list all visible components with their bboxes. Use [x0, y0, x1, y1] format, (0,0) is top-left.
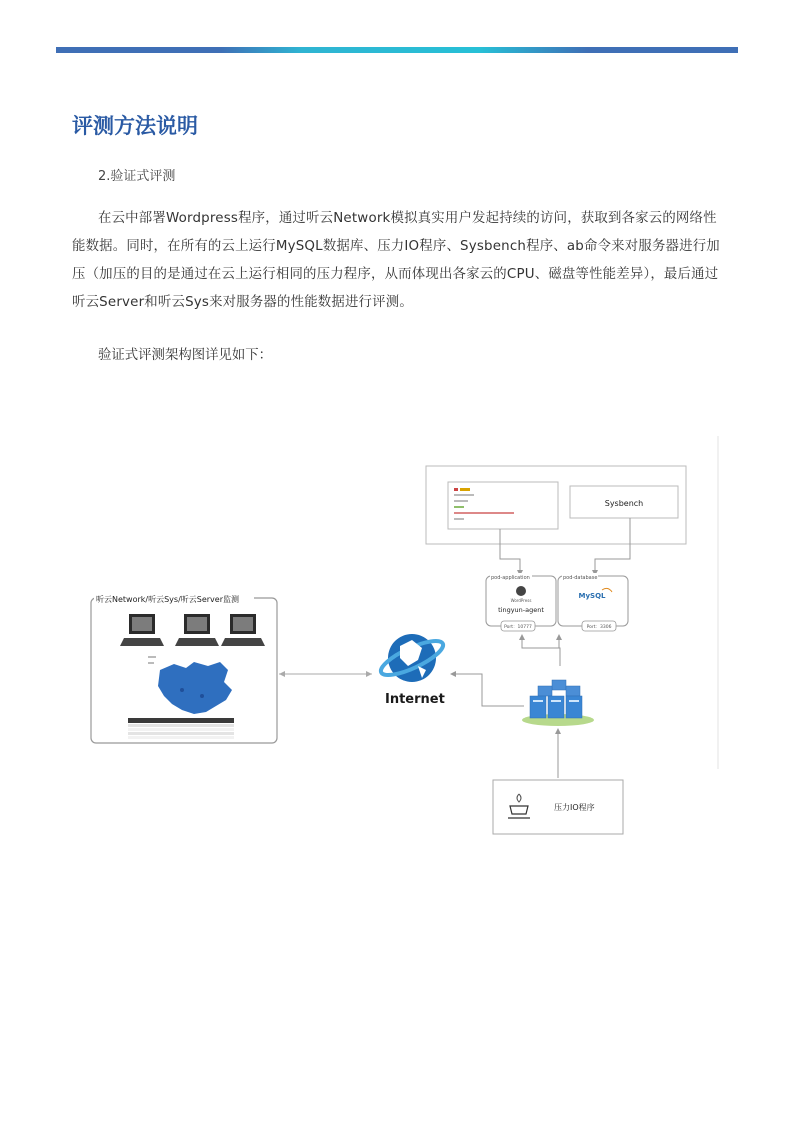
svg-text:pod-database: pod-database [563, 575, 598, 581]
body-paragraph: 在云中部署Wordpress程序，通过听云Network模拟真实用户发起持续的访问，获取到各家云的网络性能数据。同时，在所有的云上运行MySQL数据库、压力IO程序、Sysbench程序、ab命令来对服务器进行加压（加压的目的是通过在云上运行相同的压力程序，从而体现出各家云的CPU、磁盘等性能差异），最后通过听云Server和听云Sys来对服务器的性能数据进行评测。 [72, 211, 720, 310]
svg-text:pod-application: pod-application [491, 575, 530, 581]
io-program-box [493, 780, 623, 834]
server-cluster-icon [522, 680, 594, 726]
svg-text:WordPress: WordPress [510, 598, 532, 603]
svg-text:Port：3306: Port：3306 [586, 625, 612, 630]
wordpress-icon [516, 586, 526, 596]
io-program-label: 压力IO程序 [554, 803, 595, 812]
internet-globe-icon [377, 634, 447, 682]
page-title: 评测方法说明 [72, 114, 198, 138]
architecture-diagram [82, 434, 722, 844]
config-snippet-box [448, 482, 558, 529]
diagram-intro: 验证式评测架构图详见如下： [98, 348, 273, 363]
pod-database-box [558, 573, 628, 631]
agent-label: tingyun-agent [498, 606, 544, 614]
pod-application-box [486, 573, 556, 631]
monitor-label: 听云Network/听云Sys/听云Server监测 [96, 595, 240, 604]
sysbench-box [570, 486, 678, 518]
internet-label: Internet [385, 692, 445, 707]
header-accent-bar [56, 47, 738, 53]
svg-text:Port：10777: Port：10777 [504, 625, 532, 630]
mysql-logo: MySQL [578, 592, 606, 600]
section-label: 2.验证式评测 [98, 169, 176, 184]
sysbench-label: Sysbench [604, 499, 644, 508]
monitor-box [91, 592, 277, 743]
